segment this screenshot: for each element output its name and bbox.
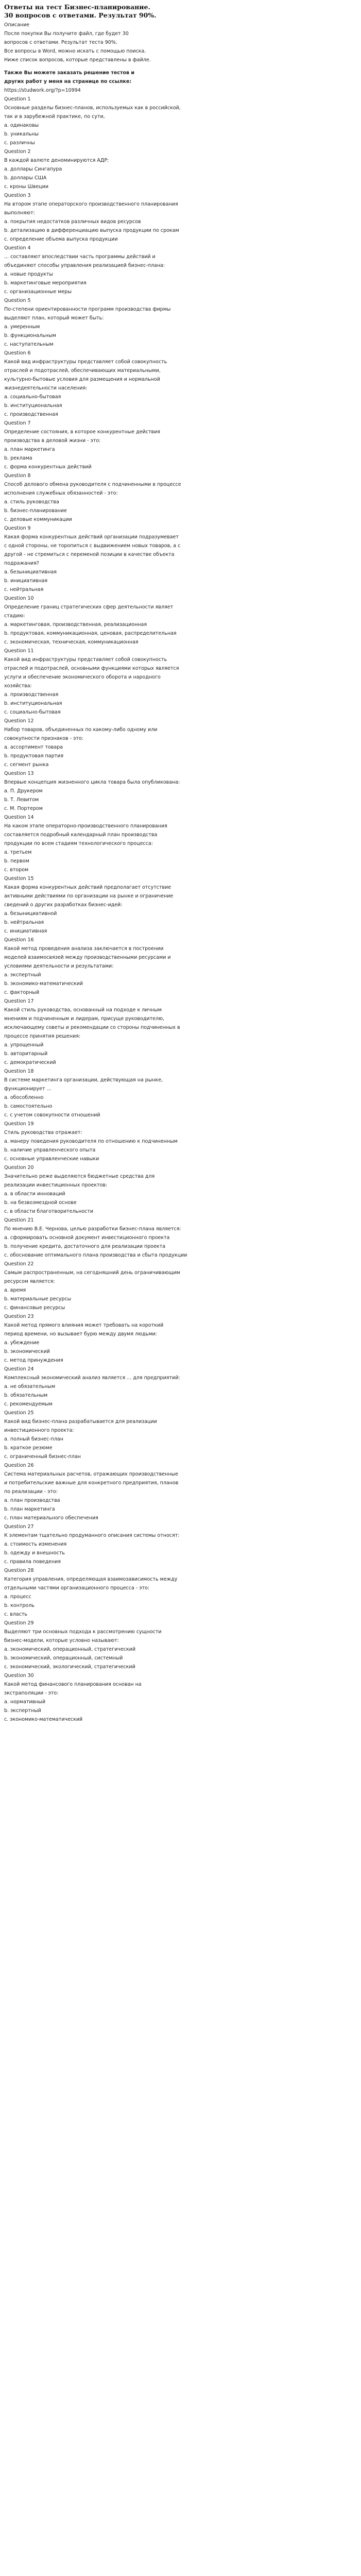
question-text: Какая форма конкурентных действий предполагает отсутствие активными действиями по организации на рынке и ограничение сведений о других разработках бизнес-идей: (4, 885, 174, 908)
answer-option: c. в области благотворительности (4, 1209, 94, 1214)
answer-option: b. краткое резюме (4, 1445, 53, 1451)
answer-options (4, 445, 357, 471)
question-text: Набор товаров, объединенных по какому-либо одному или совокупности признаков - это: (4, 727, 158, 741)
question-block (4, 936, 357, 997)
answer-option: а. третьем (4, 850, 32, 855)
answer-option: c. социально-бытовая (4, 709, 61, 715)
question-block (4, 191, 357, 244)
answer-option: b. материальные ресурсы (4, 1296, 72, 1302)
answer-option: c. кроны Швеции (4, 184, 48, 190)
question-number: Question 26 (4, 1463, 34, 1468)
answer-option: а. доллары Сингапура (4, 166, 62, 172)
answer-options (4, 498, 357, 524)
answer-option: c. форма конкурентных действий (4, 464, 92, 470)
question-text: Стиль руководства отражает: (4, 1130, 82, 1136)
answer-option: c. сегмент рынка (4, 762, 49, 768)
question-text: По мнению В.Е. Чернова, целью разработки бизнес-плана является: (4, 1226, 181, 1232)
answer-option: а. экономический, операционный, стратегический (4, 1647, 136, 1652)
answer-option: а. одинаковы (4, 123, 39, 128)
answer-option: а. манеру поведения руководителя по отношению к подчиненным (4, 1139, 178, 1144)
answer-options (4, 743, 357, 769)
question-text: По-степени ориентированности программ производства фирмы выделяют план, который может быть: (4, 307, 171, 321)
question-block (4, 1671, 357, 1724)
answer-option: а. покрытия недостатков различных видов ресурсов (4, 219, 141, 225)
answer-option: а. маркетинговая, производственная, реализационная (4, 622, 147, 628)
answer-option: b. инициативная (4, 578, 48, 584)
description-line: Все вопросы в Word, можно искать с помощью поиска. (4, 48, 146, 54)
question-block (4, 1522, 357, 1566)
question-text: Какой метод прямого влияния может требовать на короткий период времени, но вызывает бурю между двумя людьми: (4, 1323, 164, 1337)
question-block (4, 1365, 357, 1409)
answer-option: c. инициативная (4, 928, 47, 934)
question-text: Самым распространенным, на сегодняшний день ограничивающим ресурсом является: (4, 1270, 180, 1284)
answer-option: а. упрощенный (4, 1042, 44, 1048)
question-block (4, 874, 357, 936)
answer-options (4, 690, 357, 717)
question-number: Question 13 (4, 771, 34, 776)
answer-option: b. самостоятельно (4, 1104, 53, 1109)
answer-option: а. полный бизнес-план (4, 1436, 63, 1442)
question-number: Question 12 (4, 718, 34, 724)
answer-options (4, 1592, 357, 1619)
question-number: Question 17 (4, 998, 34, 1004)
question-number: Question 27 (4, 1524, 34, 1530)
answer-option: а. план производства (4, 1498, 60, 1503)
answer-option: b. экономический (4, 1349, 50, 1354)
answer-options (4, 323, 357, 349)
question-text: На каком этапе операторно-производственного планирования составляется подробный календарный план производства продукции по всем стадиям технологического процесса: (4, 823, 167, 846)
question-block (4, 1566, 357, 1619)
question-text: На втором этапе операторского производственного планирования выполняют: (4, 201, 178, 216)
answer-option: b. экономико-математический (4, 981, 83, 987)
question-number: Question 25 (4, 1410, 34, 1416)
question-block (4, 349, 357, 419)
answer-option: c. производственная (4, 412, 58, 417)
question-number: Question 1 (4, 96, 31, 102)
answer-option: b. экспертный (4, 1708, 41, 1714)
question-number: Question 14 (4, 815, 34, 820)
question-block (4, 1067, 357, 1120)
question-text: Какой вид инфраструктуры представляет собой совокупность отраслей и подотраслей, основными функциями которых является услуги и обеспечение экономического оборота и народного хозяйства: (4, 657, 179, 689)
question-text: В системе маркетинга организации, действующая на рынке, функционирует ... (4, 1077, 163, 1092)
answer-option: c. метод принуждения (4, 1358, 63, 1363)
answer-options (4, 1698, 357, 1724)
answer-options (4, 1233, 357, 1260)
answer-option: а. план маркетинга (4, 447, 55, 452)
answer-options (4, 1041, 357, 1067)
answer-option: b. Т. Левитом (4, 797, 39, 803)
question-text: Какой вид инфраструктуры представляет собой совокупность отраслей и подотраслей, обеспечивающих материальными, культурно-бытовые условия для размещения и нормальной жизнедеятельности населения: (4, 359, 167, 391)
answer-options (4, 848, 357, 874)
answer-option: а. стоимость изменения (4, 1541, 67, 1547)
answer-options (4, 393, 357, 419)
question-number: Question 21 (4, 1217, 34, 1223)
answer-option: b. первом (4, 858, 29, 864)
answer-option: а. стиль руководства (4, 499, 59, 505)
answer-option: b. доллары США (4, 175, 47, 181)
question-number: Question 3 (4, 193, 31, 198)
answer-option: b. институциональная (4, 403, 62, 409)
answer-options (4, 1137, 357, 1163)
question-text: Основные разделы бизнес-планов, используемых как в российской, так и в зарубежной практике, по сути, (4, 105, 181, 120)
answer-option: b. функциональным (4, 333, 56, 338)
answer-option: а. не обязательным (4, 1384, 56, 1389)
answer-option: c. демократический (4, 1060, 56, 1065)
question-text: К элементам тщательно продуманного описания системы относят: (4, 1533, 180, 1538)
question-block (4, 471, 357, 524)
answer-option: а. экспертный (4, 972, 41, 978)
answer-option: c. экономическая, техническая, коммуникационная (4, 639, 139, 645)
answer-option: c. обоснование оптимального плана производства и сбыта продукции (4, 1252, 187, 1258)
answer-options (4, 620, 357, 647)
question-text: Значительно реже выделяются бюджетные средства для реализации инвестиционных проектов: (4, 1174, 155, 1188)
question-block (4, 244, 357, 296)
answer-option: b. контроль (4, 1603, 35, 1608)
answer-option: c. план материального обеспечения (4, 1515, 98, 1521)
answer-option: c. власть (4, 1612, 28, 1617)
answer-options (4, 270, 357, 296)
question-number: Question 16 (4, 937, 34, 943)
question-number: Question 28 (4, 1568, 34, 1573)
answer-option: а. безынициативная (4, 569, 57, 575)
answer-option: b. бизнес-планирование (4, 508, 67, 514)
question-text: Выделяют три основных подхода к рассмотрению сущности бизнес-модели, которые условно называют: (4, 1629, 162, 1643)
question-text: Впервые концепция жизненного цикла товара была опубликована: (4, 779, 180, 785)
answer-option: b. уникальны (4, 131, 39, 137)
question-block (4, 95, 357, 147)
question-text: Какой стиль руководства, основанный на подходе к личным мнениям и подчиненным и лидерам, присуще руководителю, исключающему советы и рекомендации со стороны подчиненных в процессе принятия решения: (4, 1007, 180, 1039)
answer-option: c. различны (4, 140, 35, 146)
answer-option: b. продуктовая партия (4, 753, 64, 759)
question-block (4, 1409, 357, 1461)
answer-option: а. П. Друкером (4, 788, 43, 794)
answer-option: b. маркетинговые мероприятия (4, 280, 87, 286)
question-block (4, 147, 357, 191)
answer-option: а. обособленно (4, 1095, 44, 1100)
description-line: После покупки Вы получите файл, где будет 30 вопросов с ответами. Результат теста 90%. (4, 31, 129, 45)
answer-option: b. обязательным (4, 1393, 48, 1398)
questions-list (4, 95, 357, 1724)
question-number: Question 20 (4, 1165, 34, 1171)
question-number: Question 5 (4, 298, 31, 303)
question-text: Система материальных расчетов, отражающих производственные и потребительские важные для конкретного предприятия, планов по реализации - это: (4, 1471, 179, 1495)
question-text: ... составляют впоследствии часть программы действий и объединяют способы управления реализацией бизнес-плана: (4, 254, 165, 268)
answer-option: c. организационные меры (4, 289, 72, 295)
question-block (4, 1120, 357, 1163)
answer-option: c. определение объема выпуска продукции (4, 236, 118, 242)
answer-option: b. план маркетинга (4, 1506, 55, 1512)
answer-option: а. ассортимент товара (4, 744, 63, 750)
answer-option: c. правила поведения (4, 1559, 61, 1565)
question-block (4, 419, 357, 471)
answer-options (4, 787, 357, 813)
answer-option: b. детализацию в дифференциацию выпуска продукции по срокам (4, 228, 179, 233)
question-block (4, 1461, 357, 1522)
answer-options (4, 121, 357, 147)
answer-option: b. наличие управленческого опыта (4, 1147, 96, 1153)
answer-options (4, 217, 357, 244)
answer-option: c. основные управленческие навыки (4, 1156, 99, 1162)
answer-option: а. новые продукты (4, 272, 53, 277)
question-number: Question 18 (4, 1069, 34, 1074)
answer-options (4, 909, 357, 936)
question-text: Способ делового обмена руководителя с подчиненными в процессе исполнения служебных обязанностей - это: (4, 482, 181, 496)
answer-options (4, 1496, 357, 1522)
answer-option: а. время (4, 1287, 26, 1293)
answer-option: c. ограниченный бизнес-план (4, 1454, 81, 1460)
question-text: Определение границ стратегических сфер деятельности являет стадию: (4, 604, 174, 619)
question-number: Question 29 (4, 1620, 34, 1626)
question-block (4, 997, 357, 1067)
answer-option: c. нейтральная (4, 587, 44, 592)
question-block (4, 524, 357, 594)
question-text: Какой вид бизнес-плана разрабатывается для реализации инвестиционного проекта: (4, 1419, 157, 1433)
question-text: Комплексный экономический анализ является ... для предприятий: (4, 1375, 180, 1381)
question-block (4, 813, 357, 874)
description-line: Ниже список вопросов, которые представлены в файле. (4, 57, 151, 63)
answer-option: c. втором (4, 867, 29, 873)
answer-options (4, 1286, 357, 1312)
description-label: Описание (4, 22, 30, 28)
answer-options (4, 971, 357, 997)
question-number: Question 4 (4, 245, 31, 251)
question-block (4, 769, 357, 813)
question-block (4, 1312, 357, 1365)
answer-option: а. умеренным (4, 324, 40, 330)
answer-option: b. реклама (4, 455, 32, 461)
question-number: Question 22 (4, 1261, 34, 1267)
answer-options (4, 1382, 357, 1409)
question-block (4, 647, 357, 717)
answer-options (4, 1435, 357, 1461)
answer-options (4, 1645, 357, 1671)
question-block (4, 1163, 357, 1216)
answer-option: b. нейтральная (4, 920, 44, 925)
answer-option: а. безынициативной (4, 911, 57, 917)
question-text: Какая форма конкурентных действий организации подразумевает с одной стороны, не торопиться с выдвижением новых товаров, а с другой - не стремиться с переменой позиции в качестве объекта подражания? (4, 534, 181, 566)
answer-options (4, 1093, 357, 1120)
answer-option: а. убеждение (4, 1340, 40, 1346)
question-text: В каждой валюте деноминируются АДР: (4, 158, 109, 163)
order-link[interactable]: https://studwork.org/?p=10994 (4, 88, 81, 93)
answer-option: b. получение кредита, достаточного для реализации проекта (4, 1244, 166, 1249)
answer-option: а. процесс (4, 1594, 31, 1600)
question-number: Question 9 (4, 526, 31, 531)
question-number: Question 7 (4, 420, 31, 426)
question-block (4, 594, 357, 647)
answer-option: b. экономический, операционный, системный (4, 1655, 123, 1661)
answer-option: c. финансовые ресурсы (4, 1305, 65, 1311)
question-block (4, 1260, 357, 1312)
question-number: Question 8 (4, 473, 31, 479)
question-number: Question 11 (4, 648, 34, 654)
question-number: Question 15 (4, 876, 34, 882)
question-number: Question 30 (4, 1673, 34, 1679)
answer-option: c. экономический, экологический, стратегический (4, 1664, 135, 1670)
question-text: Определение состояния, в которое конкурентные действия производства в деловой жизни - это: (4, 429, 160, 444)
answer-option: c. экономико-математический (4, 1717, 83, 1722)
question-text: Категория управления, определяющая взаимозависимость между отдельными частями организационного процесса - это: (4, 1577, 178, 1591)
question-number: Question 2 (4, 149, 31, 155)
question-text: Какой метод проведения анализа заключается в построении моделей взаимосвязей между производственными ресурсами и условиями деятельности и результатами: (4, 946, 171, 969)
question-block (4, 717, 357, 769)
answer-option: а. производственная (4, 692, 59, 698)
question-block (4, 1619, 357, 1671)
answer-option: c. наступательным (4, 342, 54, 347)
page-title: Ответы на тест Бизнес-планирование. 30 вопросов с ответами. Результат 90%. (4, 3, 157, 19)
answer-option: b. на безвозмездной основе (4, 1200, 77, 1206)
question-number: Question 23 (4, 1314, 34, 1319)
answer-option: c. М. Портером (4, 806, 43, 811)
order-notice: Также Вы можете заказать решение тестов и других работ у меня на странице по ссылке: (4, 70, 135, 84)
answer-option: c. с учетом совокупности отношений (4, 1112, 100, 1118)
answer-option: b. институциональная (4, 701, 62, 706)
question-block (4, 296, 357, 349)
answer-options (4, 568, 357, 594)
answer-option: c. рекомендуемым (4, 1401, 53, 1407)
question-number: Question 19 (4, 1121, 34, 1127)
question-number: Question 10 (4, 596, 34, 601)
answer-option: b. авторитарный (4, 1051, 48, 1057)
answer-option: b. продуктовая, коммуникационная, ценовая, распределительная (4, 631, 177, 636)
answer-option: а. в области инноваций (4, 1191, 65, 1197)
answer-option: а. нормативный (4, 1699, 46, 1705)
answer-option: c. деловые коммуникации (4, 517, 72, 522)
answer-options (4, 165, 357, 191)
answer-options (4, 1540, 357, 1566)
question-text: Какой метод финансового планирования основан на экстраполяции - это: (4, 1682, 142, 1696)
answer-option: c. факторный (4, 990, 40, 995)
question-block (4, 1216, 357, 1260)
question-number: Question 24 (4, 1366, 34, 1372)
answer-options (4, 1190, 357, 1216)
answer-option: b. одежду и внешность (4, 1550, 65, 1556)
answer-options (4, 1338, 357, 1365)
answer-option: а. сформировать основной документ инвестиционного проекта (4, 1235, 170, 1241)
question-number: Question 6 (4, 350, 31, 356)
answer-option: а. социально-бытовая (4, 394, 61, 400)
